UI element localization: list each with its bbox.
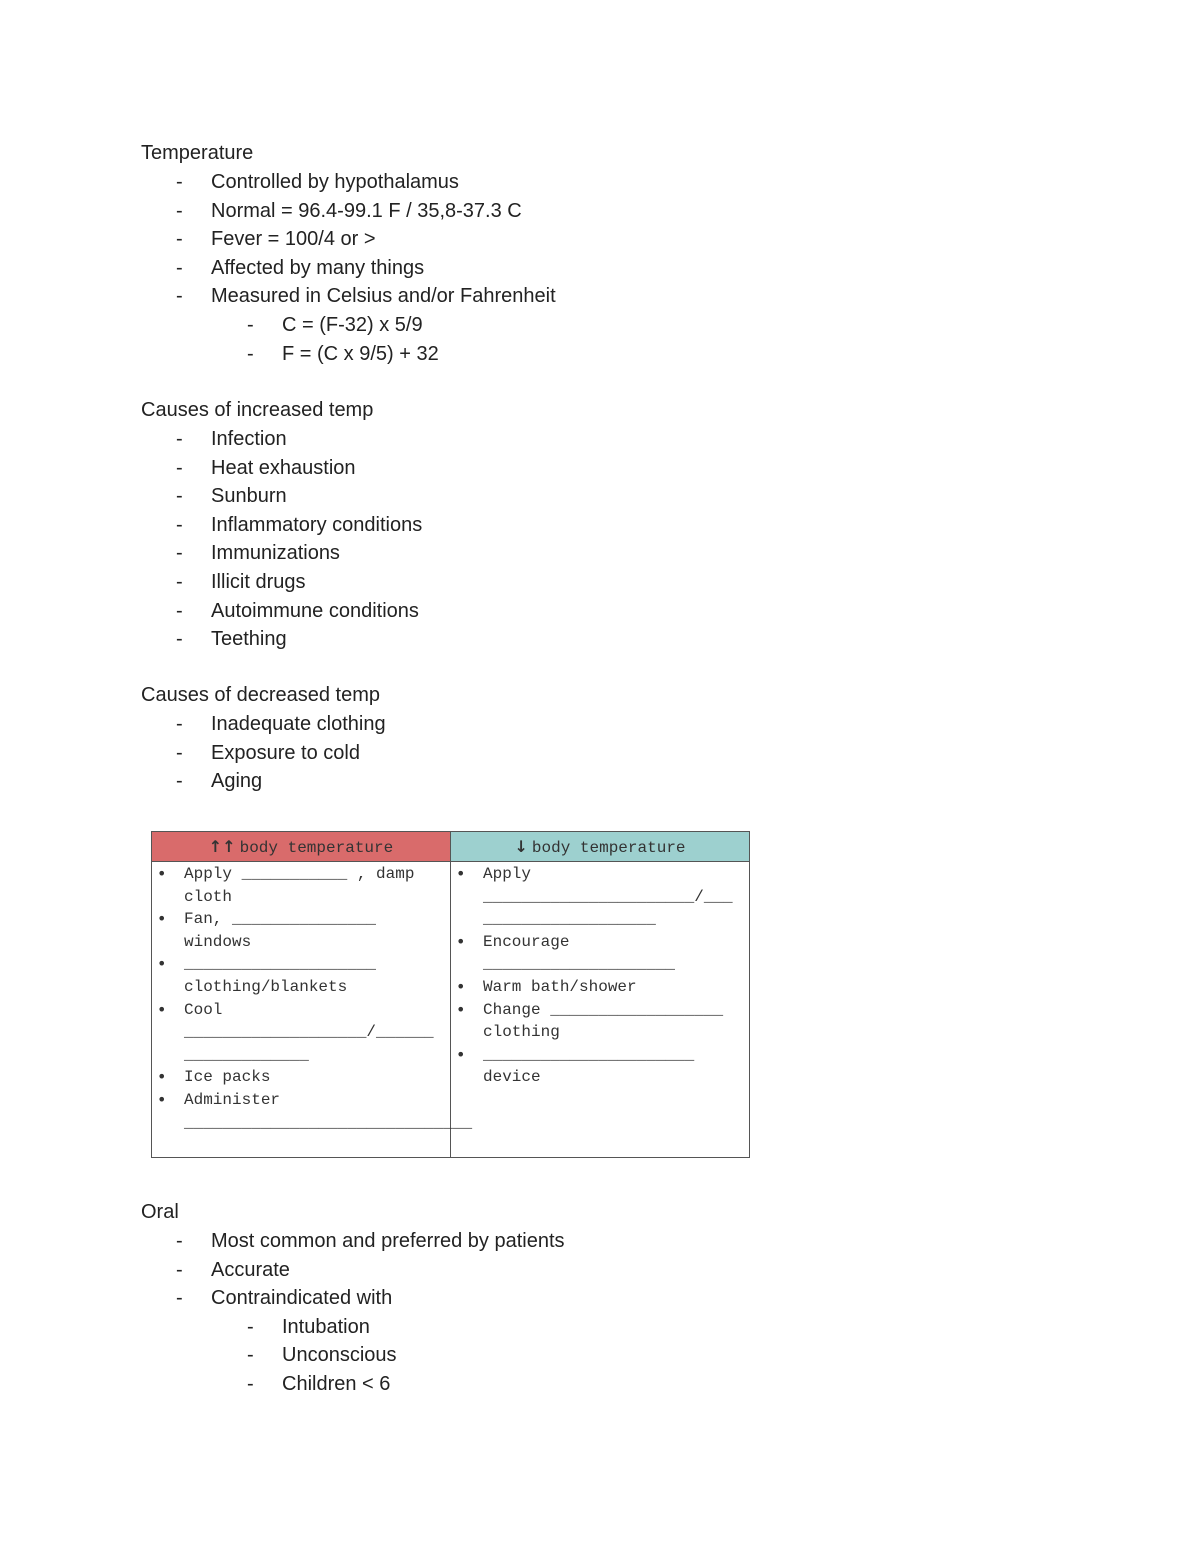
formula-list xyxy=(141,311,556,368)
bullet-list xyxy=(152,862,473,1134)
section-temperature xyxy=(141,139,556,368)
section-heading: Oral xyxy=(141,1201,179,1223)
list-item: • ____________________ clothing/blankets xyxy=(152,953,440,998)
list-item: - C = (F-32) x 5/9 xyxy=(141,311,556,340)
decreased-temp-header xyxy=(451,832,750,862)
list-item: - Aging xyxy=(141,767,386,796)
list-item: - Immunizations xyxy=(141,539,422,568)
nested-list-wrapper xyxy=(141,1313,565,1399)
list-item: • Encourage ____________________ xyxy=(451,931,739,976)
section-heading: Causes of increased temp xyxy=(141,399,374,421)
temperature-list xyxy=(141,168,556,368)
oral-list xyxy=(141,1227,565,1399)
table-header-row xyxy=(152,832,750,862)
decreased-temp-list xyxy=(141,710,386,796)
list-item: - Children < 6 xyxy=(141,1370,565,1399)
list-item: • Apply ___________ , damp cloth xyxy=(152,863,440,908)
list-item: - Affected by many things xyxy=(141,254,556,283)
list-item: • Change __________________ clothing xyxy=(451,999,739,1044)
list-item: - Most common and preferred by patients xyxy=(141,1227,565,1256)
list-item: • ______________________ device xyxy=(451,1044,739,1089)
up-arrow-icon: ↑↑ xyxy=(208,836,236,856)
decreased-temp-interventions xyxy=(451,862,750,1158)
temperature-interventions-table xyxy=(151,831,750,1158)
nested-list-wrapper xyxy=(141,311,556,368)
list-item: - Heat exhaustion xyxy=(141,454,422,483)
section-heading: Causes of decreased temp xyxy=(141,684,381,706)
list-item: - Accurate xyxy=(141,1256,565,1285)
list-item: - Controlled by hypothalamus xyxy=(141,168,556,197)
increased-temp-list xyxy=(141,425,422,654)
table-body-row xyxy=(152,862,750,1158)
list-item: - Inadequate clothing xyxy=(141,710,386,739)
list-item: - Teething xyxy=(141,625,422,654)
list-item: • Warm bath/shower xyxy=(451,976,739,999)
increased-temp-interventions xyxy=(152,862,473,1158)
list-item: • Administer ______________________________ xyxy=(152,1089,440,1134)
section-decreased-temp xyxy=(141,681,386,796)
header-label: body temperature xyxy=(531,838,686,857)
section-oral xyxy=(141,1198,565,1399)
list-item: - Intubation xyxy=(141,1313,565,1342)
section-heading: Temperature xyxy=(141,142,254,164)
bullet-list xyxy=(451,862,749,1089)
list-item: - Autoimmune conditions xyxy=(141,597,422,626)
list-item: - Inflammatory conditions xyxy=(141,511,422,540)
list-item: - Unconscious xyxy=(141,1341,565,1370)
list-item: - F = (C x 9/5) + 32 xyxy=(141,340,556,369)
list-item: - Contraindicated with xyxy=(141,1284,565,1313)
header-label: body temperature xyxy=(239,838,394,857)
increased-temp-header xyxy=(152,832,451,862)
list-item: - Exposure to cold xyxy=(141,739,386,768)
list-item: • Fan, _______________ windows xyxy=(152,908,440,953)
list-item: - Infection xyxy=(141,425,422,454)
section-increased-temp xyxy=(141,396,422,654)
list-item: - Sunburn xyxy=(141,482,422,511)
list-item: • Apply ______________________/___ __________________ xyxy=(451,863,739,931)
list-item: - Fever = 100/4 or > xyxy=(141,225,556,254)
down-arrow-icon: ↓ xyxy=(514,836,528,856)
list-item: • Cool ___________________/______ _____________ xyxy=(152,999,440,1067)
list-item: • Ice packs xyxy=(152,1066,440,1089)
list-item: - Normal = 96.4-99.1 F / 35,8-37.3 C xyxy=(141,197,556,226)
list-item: - Measured in Celsius and/or Fahrenheit xyxy=(141,282,556,311)
contraindications-list xyxy=(141,1313,565,1399)
list-item: - Illicit drugs xyxy=(141,568,422,597)
